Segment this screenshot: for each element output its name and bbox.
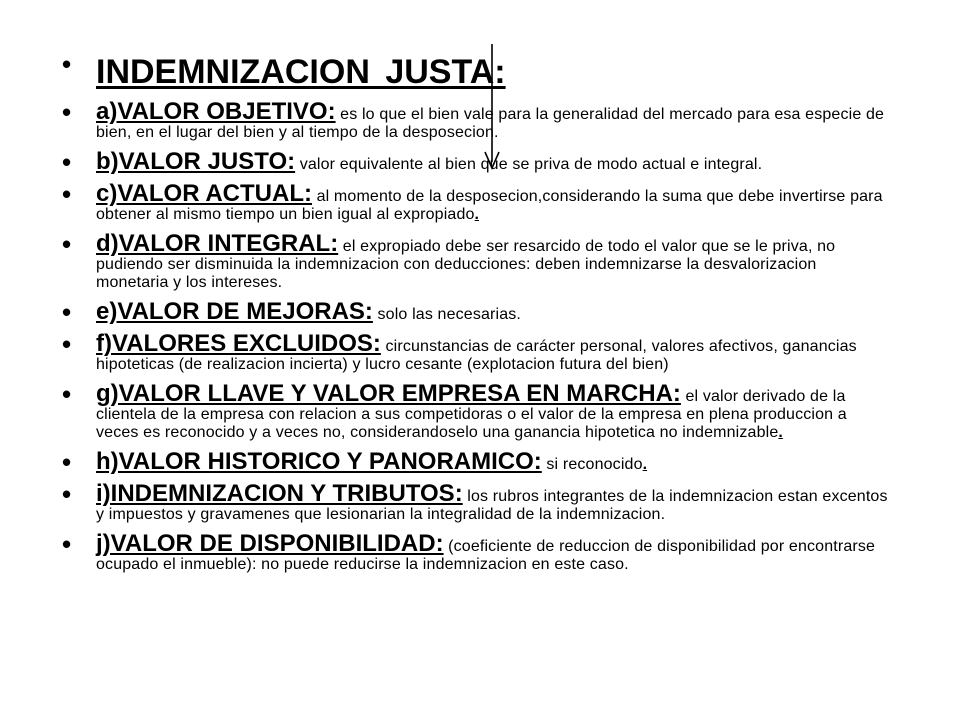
item-text: solo las necesarias. — [372, 306, 522, 323]
bullet-icon: • — [62, 447, 72, 477]
item-heading: j)VALOR DE DISPONIBILIDAD: — [96, 530, 444, 557]
item-text: si reconocido — [541, 456, 643, 473]
list-item — [62, 179, 892, 224]
bullet-icon: • — [62, 179, 72, 209]
item-trail: . — [642, 456, 648, 473]
item-text: el valor derivado de la clientela de la empresa con relacion a sus competidoras o el valor de la empresa en plena produccion a veces es reconocido y a veces no, considerandoselo una ganancia hipotetica no indemnizable — [96, 388, 847, 441]
item-text: (coeficiente de reduccion de disponibilidad por encontrarse ocupado el inmueble): no puede reducirse la indemnizacion en este caso. — [96, 538, 876, 573]
down-arrow-icon — [482, 44, 502, 174]
item-text: el expropiado debe ser resarcido de todo el valor que se le priva, no pudiendo ser disminuida la indemnizacion con deducciones: deben indemnizarse la desvalorizacion monetaria y los intereses. — [96, 238, 836, 291]
item-text: valor equivalente al bien que se priva de modo actual e integral. — [295, 156, 763, 173]
item-heading: h)VALOR HISTORICO Y PANORAMICO: — [96, 448, 542, 475]
item-heading: i)INDEMNIZACION Y TRIBUTOS: — [96, 480, 463, 507]
item-heading: a)VALOR OBJETIVO: — [96, 98, 336, 125]
item-heading: f)VALORES EXCLUIDOS: — [96, 330, 381, 357]
bullet-icon: • — [62, 97, 72, 127]
bullet-icon: • — [62, 479, 72, 509]
list-item — [62, 529, 892, 574]
title-item — [62, 49, 892, 92]
bullet-icon: • — [62, 529, 72, 559]
item-trail: . — [778, 424, 783, 441]
item-text: al momento de la desposecion,considerando la suma que debe invertirse para obtener al mismo tiempo un bien igual al expropiado — [96, 188, 883, 223]
item-text: circunstancias de carácter personal, valores afectivos, ganancias hipoteticas (de realizacion incierta) y lucro cesante (explotacion futura del bien) — [96, 338, 857, 373]
item-text: es lo que el bien vale para la generalidad del mercado para esa especie de bien, en el lugar del bien y al tiempo de la desposecion. — [96, 106, 885, 141]
bullet-icon: • — [62, 379, 72, 409]
item-heading: b)VALOR JUSTO: — [96, 148, 296, 175]
bullet-icon: • — [62, 147, 72, 177]
item-trail: . — [474, 206, 479, 223]
item-heading: e)VALOR DE MEJORAS: — [96, 298, 373, 325]
item-heading: d)VALOR INTEGRAL: — [96, 230, 339, 257]
bullet-icon: • — [62, 297, 72, 327]
bullet-icon: • — [62, 49, 72, 79]
item-heading: g)VALOR LLAVE Y VALOR EMPRESA EN MARCHA: — [96, 380, 681, 407]
item-text: los rubros integrantes de la indemnizacion estan excentos y impuestos y gravamenes que lesionarian la integralidad de la indemnizacion. — [96, 488, 888, 523]
list-item — [62, 147, 892, 177]
bullet-icon: • — [62, 229, 72, 259]
list-item — [62, 297, 892, 327]
list-item — [62, 97, 892, 142]
bullet-icon: • — [62, 329, 72, 359]
slide-title: INDEMNIZACION JUSTA: — [96, 53, 506, 91]
content-list — [62, 49, 892, 582]
list-item — [62, 229, 892, 292]
list-item — [62, 447, 892, 477]
list-item — [62, 329, 892, 374]
item-heading: c)VALOR ACTUAL: — [96, 180, 312, 207]
list-item — [62, 479, 892, 524]
list-item — [62, 379, 892, 442]
